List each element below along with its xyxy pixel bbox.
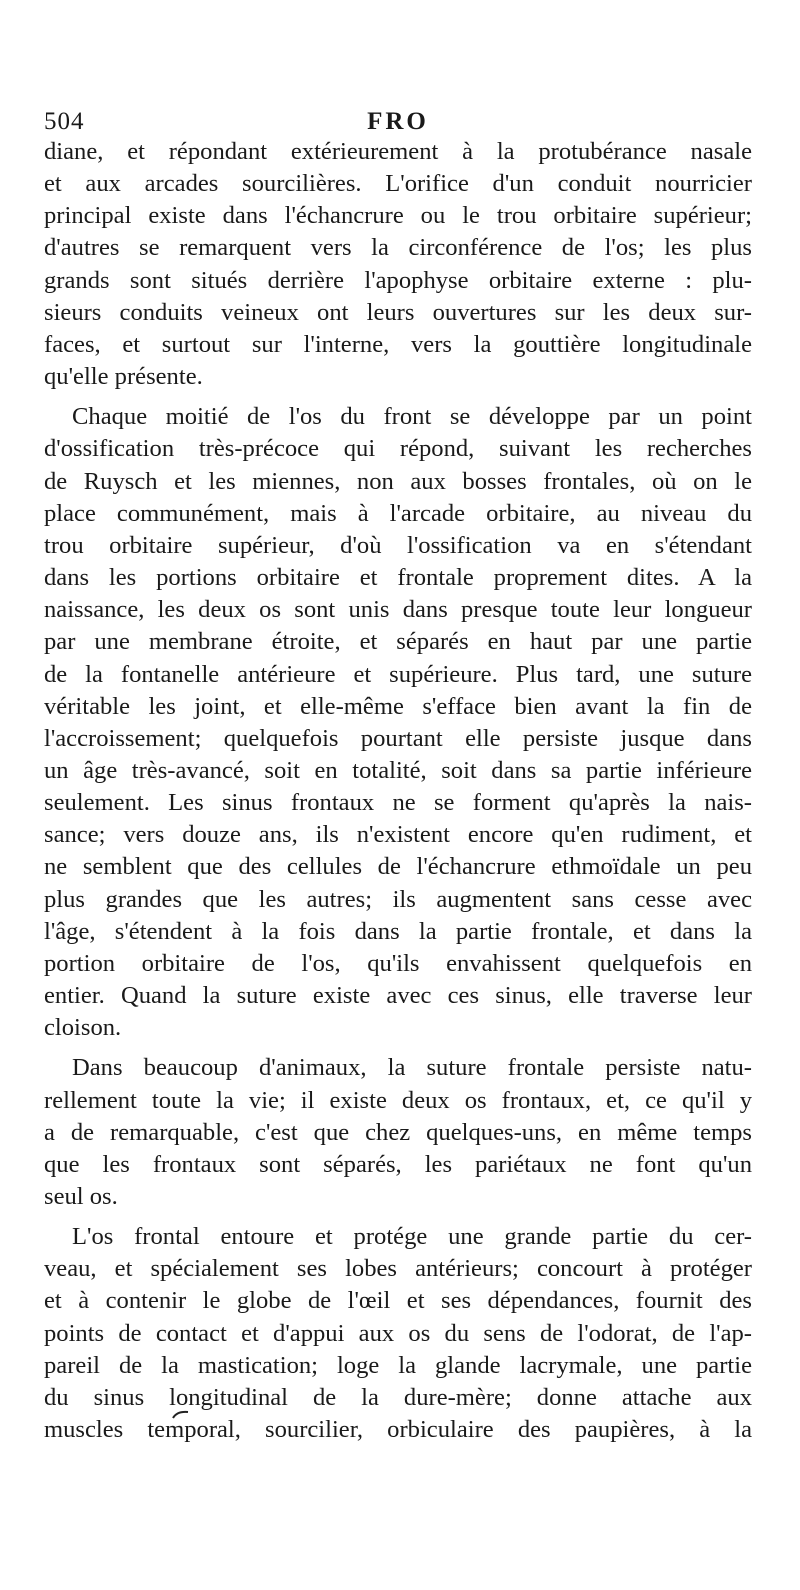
text-line: dans les portions orbitaire et frontale proprement dites. A la — [44, 564, 752, 592]
paragraph-2 — [44, 401, 752, 1044]
text-line: seul os. — [44, 1183, 118, 1210]
text-line: ne semblent que des cellules de l'échancrure ethmoïdale un peu — [44, 853, 752, 881]
paragraph-3 — [44, 1052, 752, 1213]
page-number: 504 — [44, 108, 85, 135]
text-line: place communément, mais à l'arcade orbitaire, au niveau du — [44, 499, 752, 527]
text-line: muscles temporal, sourcilier, orbiculaire des paupières, à la — [44, 1416, 752, 1444]
text-line: naissance, les deux os sont unis dans presque toute leur longueur — [44, 596, 752, 624]
paragraph-4 — [44, 1221, 752, 1446]
text-line: cloison. — [44, 1014, 122, 1042]
body-text — [44, 136, 752, 1446]
text-line: trou orbitaire supérieur, d'où l'ossification va en s'étendant — [44, 531, 752, 559]
text-line: points de contact et d'appui aux os du sens de l'odorat, de l'ap- — [44, 1319, 752, 1347]
text-line: veau, et spécialement ses lobes antérieurs; concourt à protéger — [44, 1255, 752, 1283]
paragraph-1 — [44, 136, 752, 393]
text-line: entier. Quand la suture existe avec ces sinus, elle traverse leur — [44, 982, 752, 1010]
text-line: un âge très-avancé, soit en totalité, soit dans sa partie inférieure — [44, 756, 752, 784]
text-line: par une membrane étroite, et séparés en haut par une partie — [44, 628, 752, 656]
page-header — [44, 96, 752, 136]
text-line: sance; vers douze ans, ils n'existent encore qu'en rudiment, et — [44, 821, 752, 849]
text-line: pareil de la mastication; loge la glande lacrymale, une partie — [44, 1351, 752, 1379]
text-line: portion orbitaire de l'os, qu'ils envahissent quelquefois en — [44, 949, 752, 977]
text-line: et à contenir le globe de l'œil et ses dépendances, fournit des — [44, 1287, 752, 1315]
text-line: grands sont situés derrière l'apophyse orbitaire externe : plu- — [44, 266, 752, 294]
text-line: d'autres se remarquent vers la circonférence de l'os; les plus — [44, 234, 752, 262]
running-head: FRO — [367, 108, 429, 135]
text-line: faces, et surtout sur l'interne, vers la gouttière longitudinale — [44, 330, 752, 358]
text-line: sieurs conduits veineux ont leurs ouvertures sur les deux sur- — [44, 298, 752, 326]
text-line: l'âge, s'étendent à la fois dans la partie frontale, et dans la — [44, 917, 752, 945]
ink-mark — [172, 1410, 190, 1420]
text-line: Dans beaucoup d'animaux, la suture frontale persiste natu- — [72, 1054, 752, 1082]
text-line: seulement. Les sinus frontaux ne se forment qu'après la nais- — [44, 789, 752, 817]
text-line: véritable les joint, et elle-même s'efface bien avant la fin de — [44, 692, 752, 720]
text-line: a de remarquable, c'est que chez quelques-uns, en même temps — [44, 1118, 752, 1146]
text-line: que les frontaux sont séparés, les pariétaux ne font qu'un — [44, 1150, 752, 1178]
text-line: Chaque moitié de l'os du front se développe par un point — [72, 403, 752, 431]
text-line: d'ossification très-précoce qui répond, suivant les recherches — [44, 435, 752, 463]
text-line: principal existe dans l'échancrure ou le trou orbitaire supérieur; — [44, 202, 752, 230]
text-line: du sinus longitudinal de la dure-mère; donne attache aux — [44, 1383, 752, 1411]
text-line: de la fontanelle antérieure et supérieure. Plus tard, une suture — [44, 660, 752, 688]
text-line: rellement toute la vie; il existe deux os frontaux, et, ce qu'il y — [44, 1086, 752, 1114]
text-line: et aux arcades sourcilières. L'orifice d'un conduit nourricier — [44, 170, 752, 198]
text-line: qu'elle présente. — [44, 363, 203, 391]
text-line: l'accroissement; quelquefois pourtant elle persiste jusque dans — [44, 724, 752, 752]
text-line: plus grandes que les autres; ils augmentent sans cesse avec — [44, 885, 752, 913]
text-line: de Ruysch et les miennes, non aux bosses frontales, où on le — [44, 467, 752, 495]
text-line: L'os frontal entoure et protége une grande partie du cer- — [72, 1223, 752, 1251]
text-line: diane, et répondant extérieurement à la protubérance nasale — [44, 138, 752, 165]
